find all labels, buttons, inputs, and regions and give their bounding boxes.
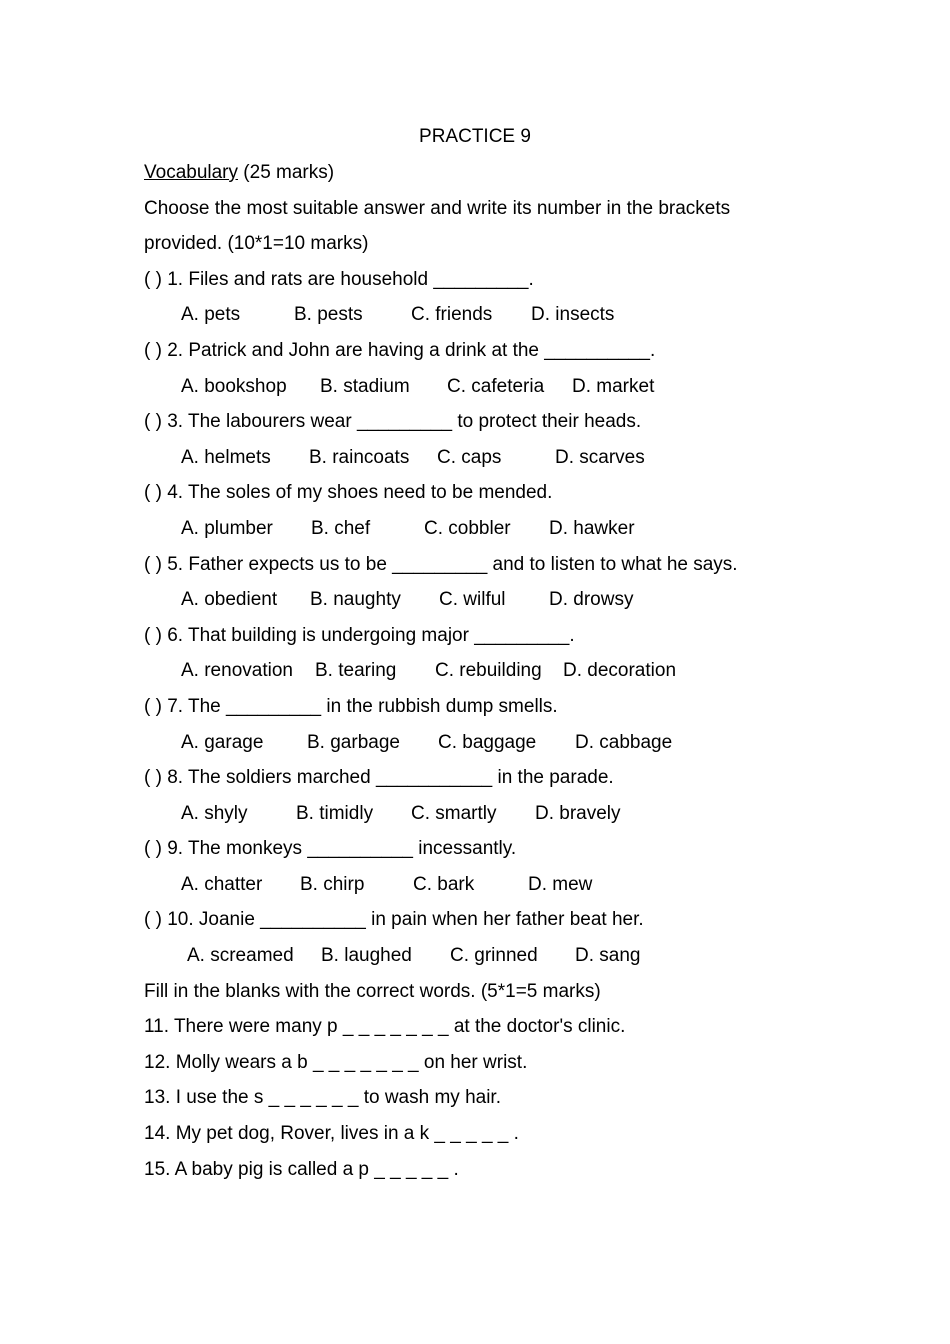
option-c: C. bark [413,873,475,895]
question-options [144,942,864,978]
question-stem: ( ) 6. That building is undergoing major _________. [144,624,575,646]
option-c: C. grinned [450,945,538,967]
option-c: C. cobbler [424,517,511,539]
option-c: C. baggage [438,731,537,753]
option-a: A. garage [181,731,264,753]
option-c: C. cafeteria [447,375,545,397]
option-c: C. caps [437,446,502,468]
fill-in-heading: Fill in the blanks with the correct words. (5*1=5 marks) [144,980,601,1002]
question-stem: ( ) 8. The soldiers marched ___________ in the parade. [144,767,614,789]
question-options [144,586,864,622]
option-a: A. plumber [181,517,273,539]
question-options [144,657,864,693]
option-d: D. drowsy [549,589,634,611]
option-d: D. insects [531,304,615,326]
option-a: A. shyly [181,802,248,824]
option-c: C. smartly [411,802,497,824]
section-heading [144,159,864,195]
option-d: D. decoration [563,660,677,682]
question-stem: ( ) 2. Patrick and John are having a drink at the __________. [144,339,656,361]
option-b: B. tearing [315,660,397,682]
question-options [144,871,864,907]
option-b: B. laughed [321,945,412,967]
option-b: B. pests [294,304,363,326]
option-a: A. pets [181,304,241,326]
question-stem: ( ) 5. Father expects us to be _________ and to listen to what he says. [144,553,738,575]
option-d: D. scarves [555,446,645,468]
question-stem: ( ) 9. The monkeys __________ incessantly. [144,838,517,860]
section-marks: (25 marks) [238,162,335,183]
question-options [144,515,864,551]
option-c: C. friends [411,304,493,326]
option-d: D. market [572,375,655,397]
option-a: A. helmets [181,446,271,468]
option-b: B. raincoats [309,446,410,468]
question-options [144,729,864,765]
option-a: A. chatter [181,873,263,895]
option-b: B. chirp [300,873,365,895]
page-title: PRACTICE 9 [419,126,531,147]
option-b: B. chef [311,517,371,539]
worksheet-content [144,159,864,1191]
option-d: D. hawker [549,517,635,539]
question-options [144,800,864,836]
option-c: C. wilful [439,589,506,611]
question-stem: ( ) 10. Joanie __________ in pain when her father beat her. [144,909,644,931]
fill-in-item: 11. There were many p _ _ _ _ _ _ _ at the doctor's clinic. [144,1016,626,1038]
question-stem: ( ) 3. The labourers wear _________ to protect their heads. [144,411,642,433]
fill-in-item: 14. My pet dog, Rover, lives in a k _ _ _ _ _ . [144,1123,519,1145]
fill-in-item: 13. I use the s _ _ _ _ _ _ to wash my hair. [144,1087,501,1109]
instruction-line-1: Choose the most suitable answer and write its number in the brackets [144,197,731,219]
question-stem: ( ) 4. The soles of my shoes need to be mended. [144,482,553,504]
fill-in-item: 12. Molly wears a b _ _ _ _ _ _ _ on her wrist. [144,1051,528,1073]
option-a: A. obedient [181,589,278,611]
option-b: B. naughty [310,589,401,611]
instruction-line-2: provided. (10*1=10 marks) [144,233,369,255]
question-options [144,444,864,480]
question-options [144,373,864,409]
option-d: D. sang [575,945,641,967]
option-a: A. bookshop [181,375,287,397]
question-stem: ( ) 1. Files and rats are household _________. [144,268,534,290]
option-d: D. mew [528,873,593,895]
option-c: C. rebuilding [435,660,542,682]
option-a: A. renovation [181,660,293,682]
question-options [144,301,864,337]
question-stem: ( ) 7. The _________ in the rubbish dump smells. [144,695,558,717]
option-b: B. garbage [307,731,400,753]
option-d: D. cabbage [575,731,673,753]
option-d: D. bravely [535,802,621,824]
option-b: B. timidly [296,802,374,824]
option-a: A. screamed [187,945,294,967]
fill-in-item: 15. A baby pig is called a p _ _ _ _ _ . [144,1158,459,1180]
section-name: Vocabulary [144,162,239,183]
option-b: B. stadium [320,375,410,397]
